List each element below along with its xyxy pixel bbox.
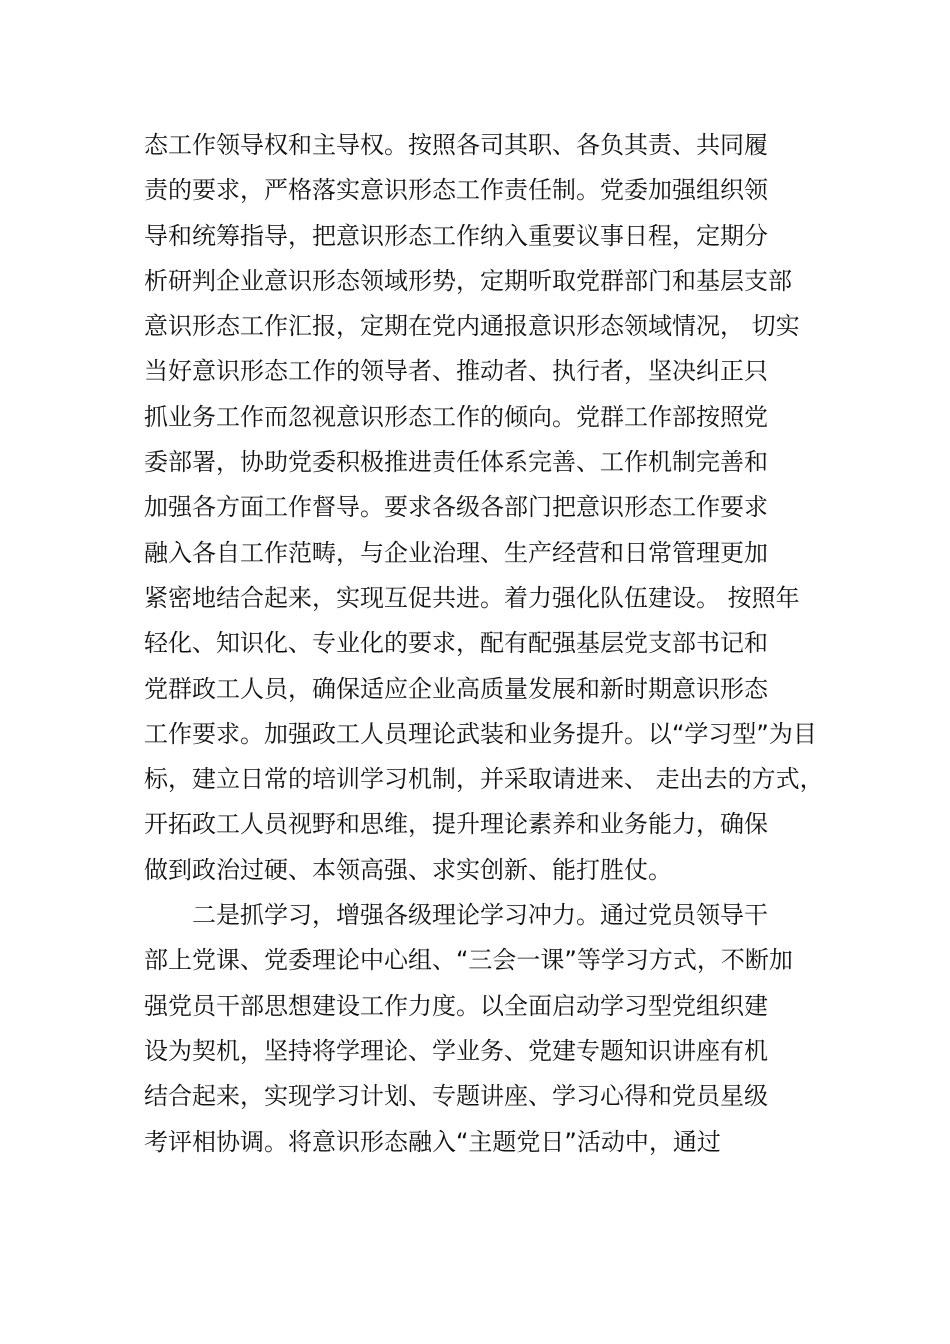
text-line: 意识形态工作汇报，定期在党内通报意识形态领域情况， 切实 xyxy=(144,312,800,341)
text-line: 抓业务工作而忽视意识形态工作的倾向。党群工作部按照党 xyxy=(144,402,768,431)
text-line: 工作要求。加强政工人员理论武装和业务提升。以“学习型”为目 xyxy=(144,719,817,748)
text-line: 导和统筹指导，把意识形态工作纳入重要议事日程，定期分 xyxy=(144,221,768,250)
text-line: 结合起来，实现学习计划、专题讲座、学习心得和党员星级 xyxy=(144,1082,768,1111)
text-line: 责的要求，严格落实意识形态工作责任制。党委加强组织领 xyxy=(144,176,768,205)
text-line: 标，建立日常的培训学习机制，并采取请进来、 走出去的方式， xyxy=(144,765,824,794)
paragraph-start-line: 二是抓学习，增强各级理论学习冲力。通过党员领导干 xyxy=(192,901,768,930)
text-line: 考评相协调。将意识形态融入“主题党日”活动中，通过 xyxy=(144,1127,721,1156)
text-line: 紧密地结合起来，实现互促共进。着力强化队伍建设。 按照年 xyxy=(144,583,800,612)
text-line: 态工作领导权和主导权。按照各司其职、各负其责、共同履 xyxy=(144,131,768,159)
text-line: 加强各方面工作督导。要求各级各部门把意识形态工作要求 xyxy=(144,493,768,522)
text-line: 轻化、知识化、专业化的要求，配有配强基层党支部书记和 xyxy=(144,629,768,658)
text-line: 设为契机，坚持将学理论、学业务、党建专题知识讲座有机 xyxy=(144,1036,768,1065)
text-line: 做到政治过硬、本领高强、求实创新、能打胜仗。 xyxy=(144,855,672,884)
text-line: 强党员干部思想建设工作力度。以全面启动学习型党组织建 xyxy=(144,991,768,1020)
text-line: 融入各自工作范畴，与企业治理、生产经营和日常管理更加 xyxy=(144,538,768,567)
text-line: 委部署，协助党委积极推进责任体系完善、工作机制完善和 xyxy=(144,448,768,477)
text-line: 析研判企业意识形态领域形势，定期听取党群部门和基层支部 xyxy=(144,266,792,295)
body-text xyxy=(144,123,864,1165)
text-line: 开拓政工人员视野和思维，提升理论素养和业务能力，确保 xyxy=(144,810,768,839)
text-line: 党群政工人员，确保适应企业高质量发展和新时期意识形态 xyxy=(144,674,768,703)
text-line: 部上党课、党委理论中心组、“三会一课”等学习方式，不断加 xyxy=(144,946,793,975)
text-line: 当好意识形态工作的领导者、推动者、执行者，坚决纠正只 xyxy=(144,357,768,386)
